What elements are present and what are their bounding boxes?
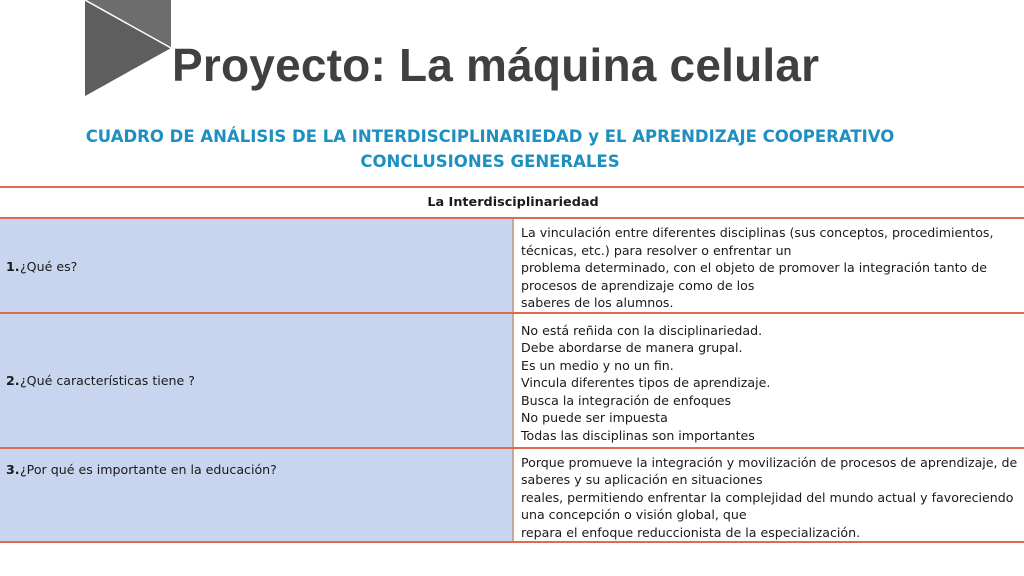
triangle-logo-icon [85,0,171,96]
table-row [0,313,1024,448]
answer-cell [513,313,1024,448]
answer-cell [513,218,1024,313]
subtitle-line-2: CONCLUSIONES GENERALES [360,152,620,171]
question-number: 2. [6,373,20,389]
answer-line: problema determinado, con el objeto de promover la integración tanto de procesos de aprendizaje como de los [521,260,987,293]
answer-line: Es un medio y no un fin. [521,357,674,373]
answer-line: Busca la integración de enfoques [521,392,732,408]
question-number: 3. [6,461,20,477]
answer-line: reales, permitiendo enfrentar la complejidad del mundo actual y favoreciendo una concepción o visión global, que [521,489,1014,522]
answer-cell [513,448,1024,543]
table-header-row [0,187,1024,218]
answer-line: Vincula diferentes tipos de aprendizaje. [521,375,771,390]
answer-line: Todas las disciplinas son importantes [521,427,755,443]
analysis-table [0,186,1024,543]
question-cell [0,313,513,448]
answer-line: Debe abordarse de manera grupal. [521,340,743,355]
answer-line: saberes de los alumnos. [521,295,674,310]
table-heading: La Interdisciplinariedad [0,187,1024,218]
page-title: Proyecto: La máquina celular [172,39,820,91]
question-cell [0,448,513,543]
answer-line: No puede ser impuesta [521,410,668,425]
table-row [0,448,1024,543]
question-number: 1. [6,258,20,274]
question-text: ¿Qué características tiene ? [20,373,195,389]
answer-line: No está reñida con la disciplinariedad. [521,322,763,338]
question-text: ¿Qué es? [20,258,78,274]
answer-line: repara el enfoque reduccionista de la especialización. [521,524,861,540]
answer-line: La vinculación entre diferentes disciplinas (sus conceptos, procedimientos, técnicas, etc.) para resolver o enfrentar un [521,225,994,258]
question-text: ¿Por qué es importante en la educación? [20,461,277,477]
question-cell [0,218,513,313]
table-row [0,218,1024,313]
answer-line: Porque promueve la integración y movilización de procesos de aprendizaje, de saberes y su aplicación en situaciones [521,454,1018,487]
subtitle-line-1: CUADRO DE ANÁLISIS DE LA INTERDISCIPLINARIEDAD y EL APRENDIZAJE COOPERATIVO [85,127,895,146]
